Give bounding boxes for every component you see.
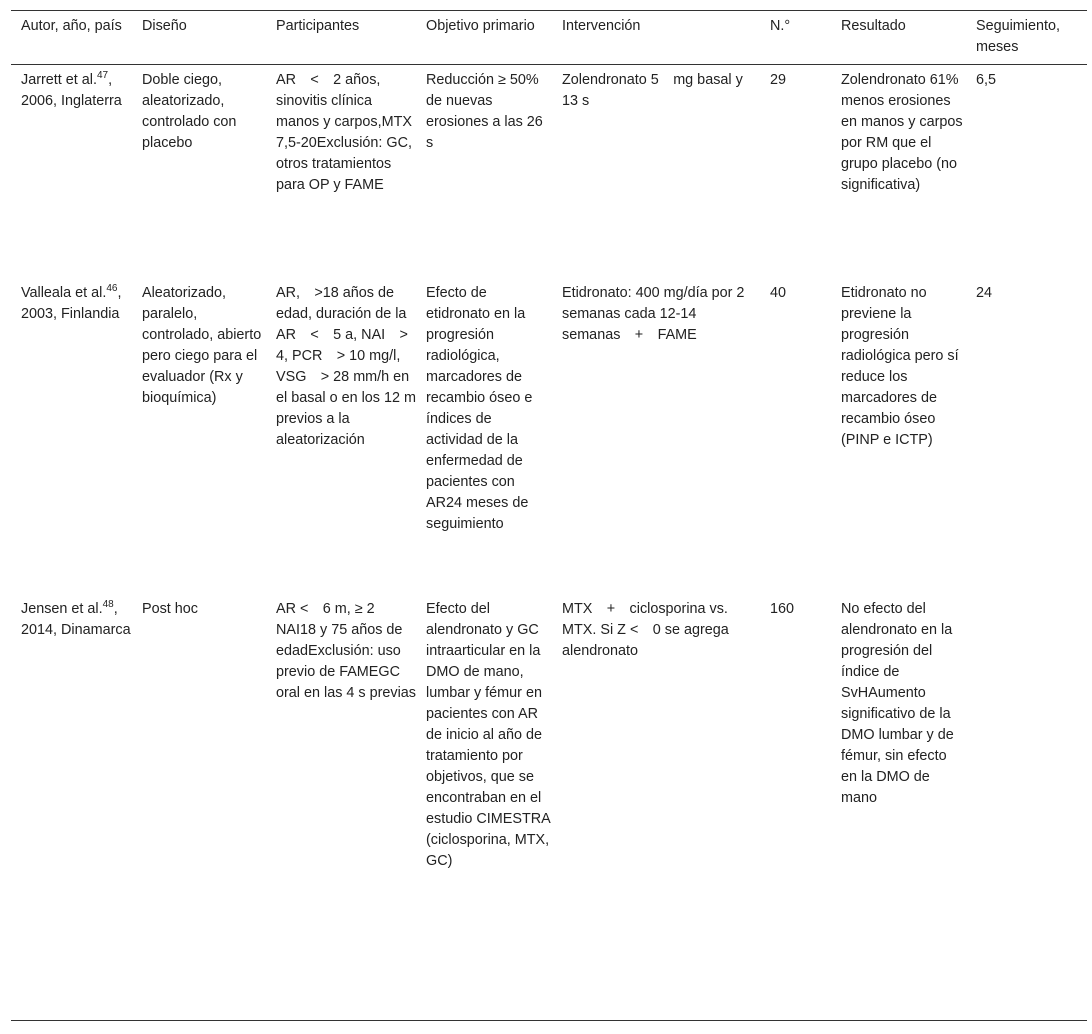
cell-result: No efecto del alendronato en la progresión del índice de SvHAumento significativo de la DMO lumbar y de fémur, sin efecto en la DMO de mano	[841, 600, 954, 806]
studies-table	[11, 10, 1087, 1021]
header-n: N.°	[770, 18, 791, 34]
cell-objective: Efecto del alendronato y GC intraarticular en la DMO de mano, lumbar y fémur en pacientes con AR de inicio al año de tratamiento por objetivos, que se encontraban en el estudio CIMESTRA (ciclosporina, MTX, GC)	[426, 600, 550, 869]
cell-followup	[966, 594, 1087, 1021]
cell-followup: 6,5	[976, 72, 997, 88]
citation-ref: 46	[106, 282, 118, 294]
cell-participants: AR < 6 m, ≥ 2 NAI18 y 75 años de edadExclusión: uso previo de FAMEGC oral en las 4 s previas	[276, 600, 416, 701]
header-author: Autor, año, país	[21, 18, 122, 34]
cell-author: Jensen et al.$^{48}$, 2014, Dinamarca	[21, 598, 131, 638]
cell-objective: Efecto de etidronato en la progresión radiológica, marcadores de recambio óseo e índices de actividad de la enfermedad de pacientes con AR24 meses de seguimiento	[426, 284, 533, 532]
cell-participants: AR < 2 años, sinovitis clínica manos y carpos,MTX 7,5-20Exclusión: GC, otros tratamientos para OP y FAME	[276, 72, 412, 193]
table-row	[11, 594, 1087, 1021]
header-design: Diseño	[142, 18, 187, 34]
cell-intervention: Etidronato: 400 mg/día por 2 semanas cada 12-14 semanas + FAME	[562, 284, 745, 343]
header-result: Resultado	[841, 18, 906, 34]
cell-n: 160	[770, 600, 795, 617]
cell-author: Jarrett et al.$^{47}$, 2006, Inglaterra	[21, 70, 122, 109]
cell-followup: 24	[976, 284, 993, 301]
cell-design: Post hoc	[142, 600, 198, 617]
table-row	[11, 65, 1087, 278]
cell-intervention: Zolendronato 5 mg basal y 13 s	[562, 72, 743, 109]
cell-result: Etidronato no previene la progresión radiológica pero sí reduce los marcadores de recambio óseo (PINP e ICTP)	[841, 284, 959, 448]
cell-author: Valleala et al.$^{46}$, 2003, Finlandia	[21, 282, 122, 322]
cell-design: Doble ciego, aleatorizado, controlado con placebo	[142, 72, 237, 151]
table-row	[11, 278, 1087, 594]
header-followup: Seguimiento, meses	[976, 18, 1060, 55]
cell-result: Zolendronato 61% menos erosiones en manos y carpos por RM que el grupo placebo (no significativa)	[841, 72, 963, 193]
citation-ref: 48	[102, 598, 114, 610]
cell-objective: Reducción ≥ 50% de nuevas erosiones a las 26 s	[426, 72, 543, 151]
cell-intervention: MTX + ciclosporina vs. MTX. Si Z < 0 se agrega alendronato	[562, 600, 729, 659]
citation-ref: 47	[96, 70, 109, 82]
header-intervention: Intervención	[562, 18, 641, 34]
cell-design: Aleatorizado, paralelo, controlado, abierto pero ciego para el evaluador (Rx y bioquímica)	[142, 284, 262, 406]
header-participants: Participantes	[276, 18, 360, 34]
table-header-row	[11, 11, 1087, 65]
cell-participants: AR, >18 años de edad, duración de la AR < 5 a, NAI > 4, PCR > 10 mg/l, VSG > 28 mm/h en el basal o en los 12 m previos a la aleatorización	[276, 284, 416, 448]
cell-n: 40	[770, 284, 787, 301]
cell-n: 29	[770, 72, 787, 88]
header-objective: Objetivo primario	[426, 18, 535, 34]
